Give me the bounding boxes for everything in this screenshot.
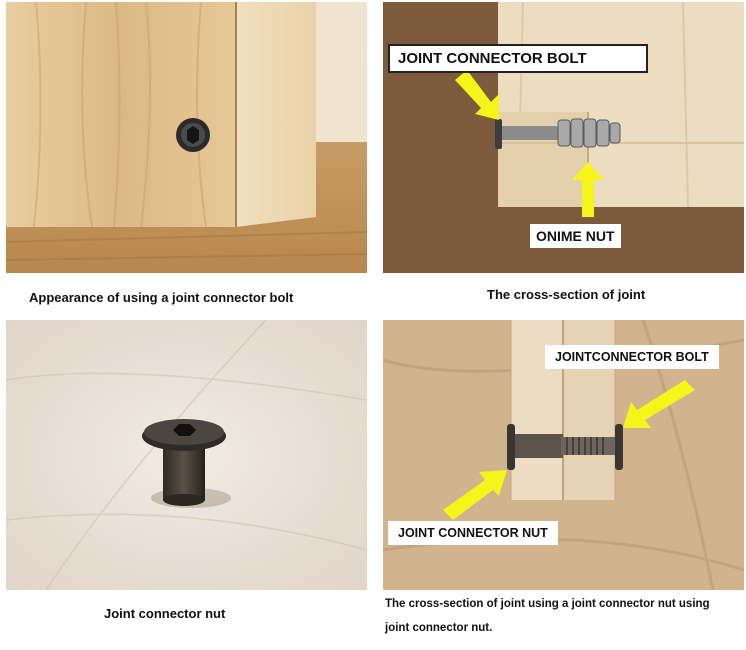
bolt-appearance-illustration <box>6 2 367 273</box>
caption-top-right: The cross-section of joint <box>487 287 646 302</box>
caption-bottom-left: Joint connector nut <box>104 606 226 621</box>
connector-nut-illustration <box>6 320 367 590</box>
caption-top-left: Appearance of using a joint connector bolt <box>29 290 294 305</box>
label-joint-connector-bolt: JOINT CONNECTOR BOLT <box>388 44 648 73</box>
photo-joint-connector-nut <box>6 320 367 590</box>
caption-bottom-right-line2: joint connector nut. <box>385 622 493 634</box>
photo-bolt-appearance <box>6 2 367 273</box>
caption-bottom-right-line1: The cross-section of joint using a joint connector nut using <box>385 598 710 610</box>
label-onime-nut: ONIME NUT <box>530 224 621 248</box>
label-joint-connector-nut: JOINT CONNECTOR NUT <box>388 521 558 545</box>
label-joint-connector-bolt-2: JOINTCONNECTOR BOLT <box>545 345 719 369</box>
